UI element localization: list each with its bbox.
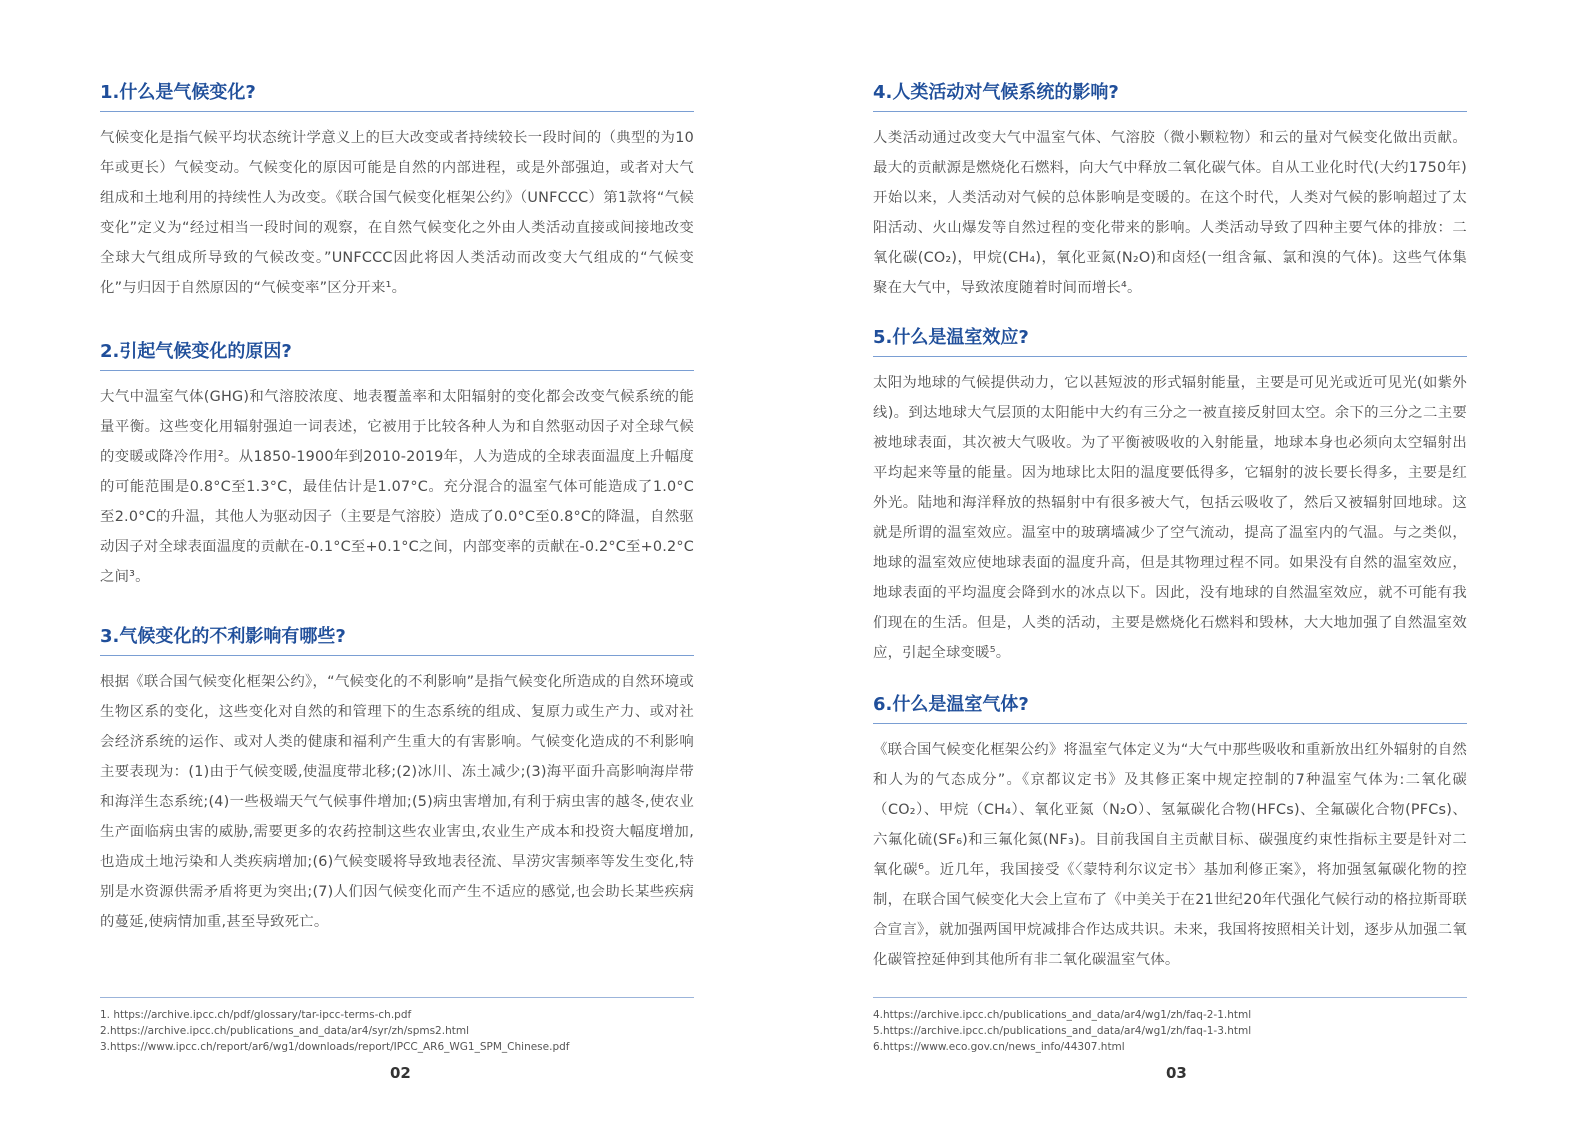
footnote-3: 3.https://www.ipcc.ch/report/ar6/wg1/downloads/report/IPCC_AR6_WG1_SPM_Chinese.pdf bbox=[100, 1041, 570, 1053]
footnote-5: 5.https://archive.ipcc.ch/publications_and_data/ar4/wg1/zh/faq-1-3.html bbox=[873, 1025, 1252, 1037]
section-heading: 4.人类活动对气候系统的影响? bbox=[873, 82, 1119, 103]
heading-divider bbox=[100, 655, 694, 656]
right-page bbox=[873, 0, 1467, 1129]
footnotes bbox=[100, 997, 694, 1055]
heading-divider bbox=[873, 723, 1467, 724]
footnote-1: 1. https://archive.ipcc.ch/pdf/glossary/tar-ipcc-terms-ch.pdf bbox=[100, 1009, 412, 1021]
section-body: 《联合国气候变化框架公约》将温室气体定义为“大气中那些吸收和重新放出红外辐射的自然和人为的气态成分”。《京都议定书》及其修正案中规定控制的7种温室气体为:二氧化碳（CO₂）、甲烷（CH₄）、氧化亚氮（N₂O）、氢氟碳化合物(HFCs)、全氟碳化合物(PFCs)、六氟化硫(SF₆)和三氟化氮(NF₃)。目前我国自主贡献目标、碳强度约束性指标主要是针对二氧化碳⁶。近几年，我国接受《〈蒙特利尔议定书〉基加利修正案》，将加强氢氟碳化物的控制，在联合国气候变化大会上宣布了《中美关于在21世纪20年代强化气候行动的格拉斯哥联合宣言》，就加强两国甲烷减排合作达成共识。未来，我国将按照相关计划，逐步从加强二氧化碳管控延伸到其他所有非二氧化碳温室气体。 bbox=[873, 742, 1467, 968]
footnote-6: 6.https://www.eco.gov.cn/news_info/44307.html bbox=[873, 1041, 1125, 1053]
section-heading: 6.什么是温室气体? bbox=[873, 694, 1029, 715]
section-what-is-climate-change bbox=[100, 81, 694, 303]
footnote-2: 2.https://archive.ipcc.ch/publications_and_data/ar4/syr/zh/spms2.html bbox=[100, 1025, 469, 1037]
page-number: 02 bbox=[390, 1064, 411, 1082]
section-causes-of-climate-change bbox=[100, 340, 694, 592]
footnote-4: 4.https://archive.ipcc.ch/publications_and_data/ar4/wg1/zh/faq-2-1.html bbox=[873, 1009, 1252, 1021]
section-body: 气候变化是指气候平均状态统计学意义上的巨大改变或者持续较长一段时间的（典型的为10年或更长）气候变动。气候变化的原因可能是自然的内部进程，或是外部强迫，或者对大气组成和土地利用的持续性人为改变。《联合国气候变化框架公约》（UNFCCC）第1款将“气候变化”定义为“经过相当一段时间的观察，在自然气候变化之外由人类活动直接或间接地改变全球大气组成所导致的气候改变。”UNFCCC因此将因人类活动而改变大气组成的“气候变化”与归因于自然原因的“气候变率”区分开来¹。 bbox=[100, 130, 694, 296]
left-page bbox=[100, 0, 694, 1129]
footnotes bbox=[873, 997, 1467, 1055]
heading-divider bbox=[100, 111, 694, 112]
page-number: 03 bbox=[1166, 1064, 1187, 1082]
section-heading: 2.引起气候变化的原因? bbox=[100, 341, 292, 362]
heading-divider bbox=[873, 356, 1467, 357]
section-adverse-effects bbox=[100, 625, 694, 937]
section-heading: 1.什么是气候变化? bbox=[100, 82, 256, 103]
section-greenhouse-effect bbox=[873, 326, 1467, 668]
section-body: 根据《联合国气候变化框架公约》，“气候变化的不利影响”是指气候变化所造成的自然环境或生物区系的变化，这些变化对自然的和管理下的生态系统的组成、复原力或生产力、或对社会经济系统的运作、或对人类的健康和福利产生重大的有害影响。气候变化造成的不利影响主要表现为：(1)由于气候变暖,使温度带北移;(2)冰川、冻土减少;(3)海平面升高影响海岸带和海洋生态系统;(4)一些极端天气气候事件增加;(5)病虫害增加,有利于病虫害的越冬,使农业生产面临病虫害的威胁,需要更多的农药控制这些农业害虫,农业生产成本和投资大幅度增加,也造成土地污染和人类疾病增加;(6)气候变暖将导致地表径流、旱涝灾害频率等发生变化,特别是水资源供需矛盾将更为突出;(7)人们因气候变化而产生不适应的感觉,也会助长某些疾病的蔓延,使病情加重,甚至导致死亡。 bbox=[100, 674, 694, 930]
heading-divider bbox=[100, 370, 694, 371]
section-body: 大气中温室气体(GHG)和气溶胶浓度、地表覆盖率和太阳辐射的变化都会改变气候系统的能量平衡。这些变化用辐射强迫一词表述，它被用于比较各种人为和自然驱动因子对全球气候的变暖或降冷作用²。从1850-1900年到2010-2019年，人为造成的全球表面温度上升幅度的可能范围是0.8°C至1.3°C，最佳估计是1.07°C。充分混合的温室气体可能造成了1.0°C至2.0°C的升温，其他人为驱动因子（主要是气溶胶）造成了0.0°C至0.8°C的降温，自然驱动因子对全球表面温度的贡献在-0.1°C至+0.1°C之间，内部变率的贡献在-0.2°C至+0.2°C之间³。 bbox=[100, 389, 694, 585]
section-body: 太阳为地球的气候提供动力，它以甚短波的形式辐射能量，主要是可见光或近可见光(如紫外线)。到达地球大气层顶的太阳能中大约有三分之一被直接反射回太空。余下的三分之二主要被地球表面，其次被大气吸收。为了平衡被吸收的入射能量，地球本身也必须向太空辐射出平均起来等量的能量。因为地球比太阳的温度要低得多，它辐射的波长要长得多，主要是红外光。陆地和海洋释放的热辐射中有很多被大气，包括云吸收了，然后又被辐射回地球。这就是所谓的温室效应。温室中的玻璃墙减少了空气流动，提高了温室内的气温。与之类似，地球的温室效应使地球表面的温度升高，但是其物理过程不同。如果没有自然的温室效应，地球表面的平均温度会降到水的冰点以下。因此，没有地球的自然温室效应，就不可能有我们现在的生活。但是，人类的活动，主要是燃烧化石燃料和毁林，大大地加强了自然温室效应，引起全球变暖⁵。 bbox=[873, 375, 1467, 661]
section-human-impact bbox=[873, 81, 1467, 303]
section-heading: 5.什么是温室效应? bbox=[873, 327, 1029, 348]
section-body: 人类活动通过改变大气中温室气体、气溶胶（微小颗粒物）和云的量对气候变化做出贡献。最大的贡献源是燃烧化石燃料，向大气中释放二氧化碳气体。自从工业化时代(大约1750年)开始以来，人类活动对气候的总体影响是变暖的。在这个时代，人类对气候的影响超过了太阳活动、火山爆发等自然过程的变化带来的影响。人类活动导致了四种主要气体的排放：二氧化碳(CO₂)，甲烷(CH₄)，氧化亚氮(N₂O)和卤烃(一组含氟、氯和溴的气体)。这些气体集聚在大气中，导致浓度随着时间而增长⁴。 bbox=[873, 130, 1467, 296]
section-heading: 3.气候变化的不利影响有哪些? bbox=[100, 626, 346, 647]
heading-divider bbox=[873, 111, 1467, 112]
section-greenhouse-gases bbox=[873, 693, 1467, 975]
